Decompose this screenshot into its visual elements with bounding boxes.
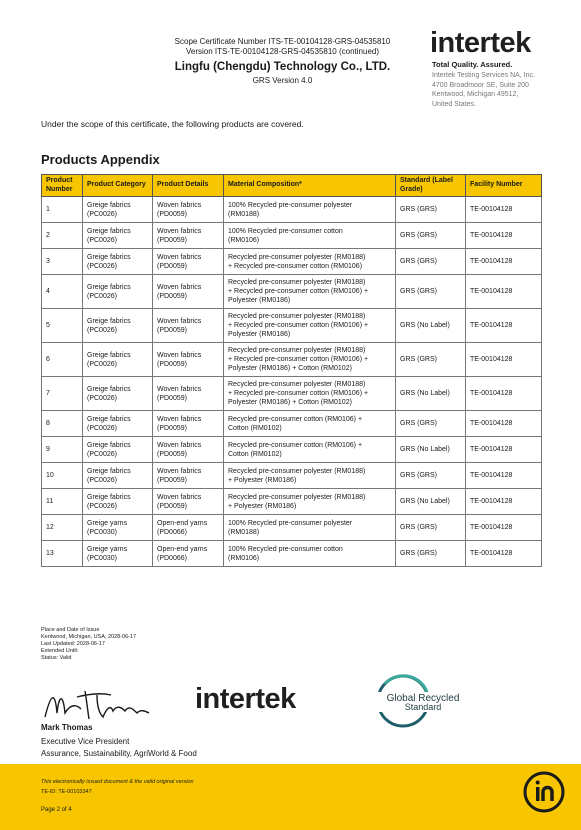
- table-row: [42, 309, 542, 343]
- cell-product-category: [83, 463, 153, 489]
- cell-line: (PC0030): [87, 528, 117, 536]
- cell-line: (PC0026): [87, 292, 117, 300]
- issue-line: Status: Valid: [41, 655, 72, 661]
- cell-line: Polyester (RM0186) + Cotton (RM0102): [228, 365, 352, 372]
- cell-product-details: [153, 249, 224, 275]
- address-line: Intertek Testing Services NA, Inc.: [432, 72, 535, 79]
- cell-product-number: 2: [42, 223, 83, 249]
- grs-logo-line1: Global Recycled: [386, 693, 460, 704]
- table-row: [42, 197, 542, 223]
- table-row: [42, 489, 542, 515]
- cell-product-category: [83, 309, 153, 343]
- cell-line: 100% Recycled pre-consumer polyester: [228, 201, 353, 209]
- cell-product-category: [83, 377, 153, 411]
- table-row: [42, 377, 542, 411]
- intertek-address: [432, 71, 572, 109]
- cell-product-category: [83, 197, 153, 223]
- cell-standard: GRS (No Label): [396, 309, 466, 343]
- cell-line: Woven fabrics: [157, 351, 202, 359]
- cell-line: Open-end yarns: [157, 519, 208, 527]
- appendix-title: Products Appendix: [41, 152, 160, 167]
- col-standard: Standard (Label Grade): [396, 175, 466, 197]
- cell-line: (RM0188): [228, 528, 260, 536]
- cell-line: Woven fabrics: [157, 441, 202, 449]
- cell-line: Cotton (RM0102): [228, 450, 282, 458]
- cell-line: (PC0026): [87, 262, 117, 270]
- certificate-version: Version ITS-TE-00104128-GRS-04535810 (continued): [186, 47, 379, 56]
- cell-line: (PD0059): [157, 360, 187, 368]
- cell-line: Recycled pre-consumer cotton (RM0106) +: [228, 415, 363, 423]
- cell-line: Greige fabrics: [87, 351, 131, 359]
- cell-material-composition: [224, 515, 396, 541]
- issue-info: [41, 627, 136, 662]
- cell-product-category: [83, 275, 153, 309]
- table-header-row: [42, 175, 542, 197]
- cell-line: (PD0059): [157, 326, 187, 334]
- cell-line: Recycled pre-consumer polyester (RM0188): [228, 467, 366, 475]
- cell-product-details: [153, 515, 224, 541]
- cell-product-category: [83, 437, 153, 463]
- products-table: [41, 174, 542, 567]
- cell-line: (PD0059): [157, 502, 187, 510]
- cell-line: (RM0106): [228, 236, 260, 244]
- cell-product-details: [153, 463, 224, 489]
- cell-line: 100% Recycled pre-consumer cotton: [228, 227, 343, 235]
- cell-material-composition: [224, 275, 396, 309]
- cell-material-composition: [224, 437, 396, 463]
- cell-material-composition: [224, 463, 396, 489]
- cell-line: (PD0059): [157, 236, 187, 244]
- footer-band: [0, 764, 581, 830]
- cell-line: Polyester (RM0186) + Cotton (RM0102): [228, 399, 352, 406]
- cell-line: Recycled pre-consumer cotton (RM0106) +: [228, 441, 363, 449]
- cell-line: Woven fabrics: [157, 415, 202, 423]
- cell-product-category: [83, 515, 153, 541]
- cell-facility-number: TE-00104128: [466, 223, 542, 249]
- cell-standard: GRS (GRS): [396, 411, 466, 437]
- cell-line: (PD0059): [157, 394, 187, 402]
- cell-product-number: 1: [42, 197, 83, 223]
- cell-product-number: 3: [42, 249, 83, 275]
- cell-line: + Recycled pre-consumer cotton (RM0106) +: [228, 288, 369, 295]
- cell-line: + Recycled pre-consumer cotton (RM0106) +: [228, 356, 369, 363]
- grs-logo: [357, 672, 477, 732]
- cell-standard: GRS (No Label): [396, 377, 466, 411]
- cell-line: (PD0059): [157, 476, 187, 484]
- address-line: 4700 Broadmoor SE, Suite 200: [432, 81, 529, 89]
- grs-logo-line2: Standard: [404, 702, 442, 712]
- cell-line: (PD0059): [157, 210, 187, 218]
- certificate-number: Scope Certificate Number ITS-TE-00104128-GRS-04535810: [174, 37, 391, 46]
- table-row: [42, 515, 542, 541]
- issue-line: Place and Date of Issue: [41, 627, 100, 633]
- cell-line: (PD0059): [157, 424, 187, 432]
- cell-line: Cotton (RM0102): [228, 424, 282, 432]
- cell-line: + Polyester (RM0186): [228, 476, 297, 484]
- issue-line: Kentwood, Michigan, USA, 2028-06-17: [41, 634, 137, 640]
- title-line: Executive Vice President: [41, 737, 130, 746]
- cell-line: Greige fabrics: [87, 441, 131, 449]
- table-row: [42, 223, 542, 249]
- cell-line: Recycled pre-consumer polyester (RM0188): [228, 347, 366, 354]
- intertek-logo-center: [195, 683, 296, 716]
- cell-line: + Polyester (RM0186): [228, 502, 297, 510]
- tagline: Total Quality. Assured.: [432, 60, 513, 69]
- cell-line: (PD0059): [157, 262, 187, 270]
- cell-product-details: [153, 275, 224, 309]
- footer-note: This electronically issued document & the valid original version: [41, 779, 194, 785]
- address-line: United States.: [432, 100, 476, 108]
- signatory-title: [41, 736, 197, 760]
- cell-material-composition: [224, 411, 396, 437]
- cell-facility-number: TE-00104128: [466, 197, 542, 223]
- cell-line: Greige fabrics: [87, 201, 131, 209]
- cell-product-details: [153, 343, 224, 377]
- cell-line: Woven fabrics: [157, 227, 202, 235]
- col-material-composition: Material Composition*: [224, 175, 396, 197]
- cell-material-composition: [224, 377, 396, 411]
- table-row: [42, 249, 542, 275]
- cell-material-composition: [224, 249, 396, 275]
- cell-line: (PC0026): [87, 424, 117, 432]
- certificate-header: [120, 37, 445, 86]
- col-product-details: Product Details: [153, 175, 224, 197]
- cell-facility-number: TE-00104128: [466, 463, 542, 489]
- cell-product-details: [153, 437, 224, 463]
- cell-product-number: 4: [42, 275, 83, 309]
- cell-facility-number: TE-00104128: [466, 249, 542, 275]
- logo-text: intertek: [195, 683, 296, 715]
- cell-line: Woven fabrics: [157, 467, 202, 475]
- footer-teid: TE-ID: TE-00103347: [41, 789, 92, 795]
- cell-line: 100% Recycled pre-consumer cotton: [228, 545, 343, 553]
- cell-line: Polyester (RM0186): [228, 297, 291, 304]
- cell-line: Woven fabrics: [157, 283, 202, 291]
- cell-standard: GRS (No Label): [396, 437, 466, 463]
- cell-product-number: 8: [42, 411, 83, 437]
- cell-line: (RM0188): [228, 210, 260, 218]
- cell-line: (PC0026): [87, 326, 117, 334]
- cell-line: Greige yarns: [87, 545, 128, 553]
- cell-product-details: [153, 377, 224, 411]
- cell-standard: GRS (No Label): [396, 489, 466, 515]
- issue-line: Last Updated: 2028-06-17: [41, 641, 105, 647]
- cell-line: (PD0059): [157, 292, 187, 300]
- table-row: [42, 343, 542, 377]
- company-name: Lingfu (Chengdu) Technology Co., LTD.: [174, 61, 391, 73]
- cell-line: (PC0026): [87, 450, 117, 458]
- cell-product-number: 11: [42, 489, 83, 515]
- cell-material-composition: [224, 343, 396, 377]
- cell-product-number: 13: [42, 541, 83, 567]
- cell-product-category: [83, 249, 153, 275]
- cell-product-category: [83, 343, 153, 377]
- cell-product-category: [83, 411, 153, 437]
- cell-facility-number: TE-00104128: [466, 377, 542, 411]
- cell-line: (PC0030): [87, 554, 117, 562]
- cell-facility-number: TE-00104128: [466, 275, 542, 309]
- signatory-name: Mark Thomas: [41, 723, 93, 732]
- cell-product-number: 6: [42, 343, 83, 377]
- cell-product-category: [83, 541, 153, 567]
- cell-product-details: [153, 309, 224, 343]
- page-number: Page 2 of 4: [41, 807, 72, 813]
- cell-line: Greige fabrics: [87, 385, 131, 393]
- cell-facility-number: TE-00104128: [466, 541, 542, 567]
- cell-line: (PD0066): [157, 554, 187, 562]
- cell-material-composition: [224, 541, 396, 567]
- cell-material-composition: [224, 197, 396, 223]
- cell-facility-number: TE-00104128: [466, 411, 542, 437]
- cell-line: Open-end yarns: [157, 545, 208, 553]
- cell-product-category: [83, 489, 153, 515]
- cell-line: (PC0026): [87, 236, 117, 244]
- logo-text: intertek: [430, 27, 531, 59]
- col-product-number: Product Number: [42, 175, 83, 197]
- cell-facility-number: TE-00104128: [466, 309, 542, 343]
- table-row: [42, 275, 542, 309]
- col-facility-number: Facility Number: [466, 175, 542, 197]
- cell-line: 100% Recycled pre-consumer polyester: [228, 519, 353, 527]
- cell-product-number: 12: [42, 515, 83, 541]
- cell-line: Recycled pre-consumer polyester (RM0188): [228, 313, 366, 320]
- grs-version: GRS Version 4.0: [252, 76, 313, 85]
- cell-standard: GRS (GRS): [396, 249, 466, 275]
- intertek-logo: [430, 28, 531, 58]
- cell-line: Greige fabrics: [87, 415, 131, 423]
- cell-material-composition: [224, 489, 396, 515]
- cell-line: Greige fabrics: [87, 283, 131, 291]
- cell-line: Woven fabrics: [157, 317, 202, 325]
- cell-line: Greige yarns: [87, 519, 128, 527]
- title-line: Assurance, Sustainability, AgriWorld & Food: [41, 749, 197, 758]
- cell-line: (PD0059): [157, 450, 187, 458]
- cell-product-number: 7: [42, 377, 83, 411]
- cell-line: (PC0026): [87, 360, 117, 368]
- cell-standard: GRS (GRS): [396, 343, 466, 377]
- cell-standard: GRS (GRS): [396, 223, 466, 249]
- cell-standard: GRS (GRS): [396, 275, 466, 309]
- cell-line: Greige fabrics: [87, 253, 131, 261]
- intertek-in-icon: [522, 770, 566, 814]
- cell-product-details: [153, 223, 224, 249]
- cell-line: (PC0026): [87, 476, 117, 484]
- cell-line: + Recycled pre-consumer cotton (RM0106) +: [228, 390, 369, 397]
- cell-line: Woven fabrics: [157, 201, 202, 209]
- cell-facility-number: TE-00104128: [466, 343, 542, 377]
- cell-standard: GRS (GRS): [396, 463, 466, 489]
- cell-line: (PC0026): [87, 502, 117, 510]
- cell-line: Greige fabrics: [87, 227, 131, 235]
- table-row: [42, 463, 542, 489]
- cell-line: Polyester (RM0186): [228, 331, 291, 338]
- cell-line: Recycled pre-consumer polyester (RM0188): [228, 381, 366, 388]
- cell-product-number: 5: [42, 309, 83, 343]
- cell-line: Woven fabrics: [157, 493, 202, 501]
- cell-product-category: [83, 223, 153, 249]
- table-row: [42, 541, 542, 567]
- cell-line: + Recycled pre-consumer cotton (RM0106): [228, 262, 363, 270]
- cell-product-number: 9: [42, 437, 83, 463]
- signature: [41, 683, 151, 723]
- cell-line: Greige fabrics: [87, 493, 131, 501]
- cell-line: Recycled pre-consumer polyester (RM0188): [228, 279, 366, 286]
- cell-line: Greige fabrics: [87, 317, 131, 325]
- cell-line: Recycled pre-consumer polyester (RM0188): [228, 253, 366, 261]
- cell-line: Woven fabrics: [157, 385, 202, 393]
- cell-standard: GRS (GRS): [396, 515, 466, 541]
- cell-product-details: [153, 489, 224, 515]
- col-product-category: Product Category: [83, 175, 153, 197]
- issue-line: Extended Until:: [41, 648, 79, 654]
- cell-line: (RM0106): [228, 554, 260, 562]
- cell-product-details: [153, 197, 224, 223]
- cell-standard: GRS (GRS): [396, 197, 466, 223]
- cell-product-details: [153, 541, 224, 567]
- cell-product-details: [153, 411, 224, 437]
- cell-standard: GRS (GRS): [396, 541, 466, 567]
- cell-line: (PC0026): [87, 394, 117, 402]
- cell-facility-number: TE-00104128: [466, 489, 542, 515]
- cell-line: Recycled pre-consumer polyester (RM0188): [228, 493, 366, 501]
- cell-line: (PD0066): [157, 528, 187, 536]
- cell-material-composition: [224, 223, 396, 249]
- cell-line: (PC0026): [87, 210, 117, 218]
- cell-facility-number: TE-00104128: [466, 437, 542, 463]
- table-row: [42, 437, 542, 463]
- cell-facility-number: TE-00104128: [466, 515, 542, 541]
- cell-material-composition: [224, 309, 396, 343]
- cell-line: + Recycled pre-consumer cotton (RM0106) +: [228, 322, 369, 329]
- address-line: Kentwood, Michigan 49512,: [432, 91, 519, 98]
- scope-statement: Under the scope of this certificate, the following products are covered.: [41, 119, 304, 129]
- cell-line: Woven fabrics: [157, 253, 202, 261]
- cell-product-number: 10: [42, 463, 83, 489]
- cell-line: Greige fabrics: [87, 467, 131, 475]
- table-row: [42, 411, 542, 437]
